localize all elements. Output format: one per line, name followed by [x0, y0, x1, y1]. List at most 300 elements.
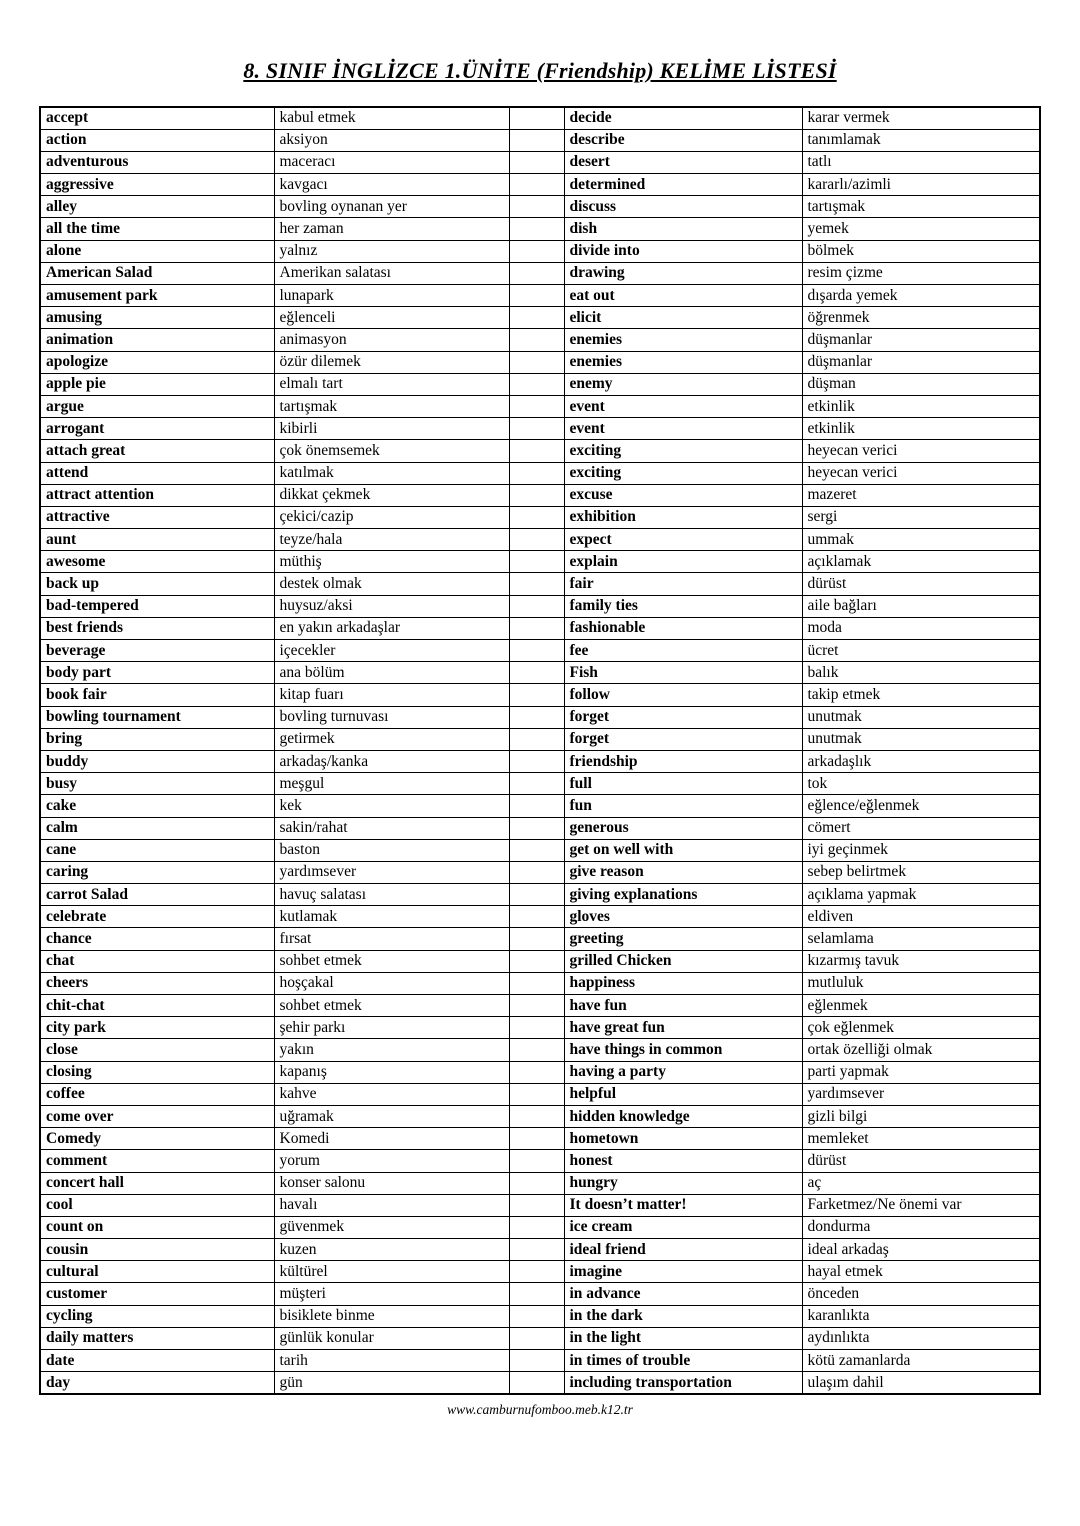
footer-url: www.camburnufomboo.meb.k12.tr	[447, 1401, 633, 1417]
vocab-table	[39, 106, 1041, 1395]
turkish-translation: sakin/rahat	[274, 817, 509, 839]
vocab-row	[40, 750, 1040, 772]
turkish-translation: eldiven	[802, 906, 1040, 928]
english-term: action	[40, 129, 274, 151]
vocab-row	[40, 995, 1040, 1017]
turkish-translation: yardımsever	[802, 1083, 1040, 1105]
english-term: argue	[40, 395, 274, 417]
turkish-translation: yalnız	[274, 240, 509, 262]
vocab-row	[40, 795, 1040, 817]
turkish-translation: etkinlik	[802, 418, 1040, 440]
gap-cell	[509, 1350, 564, 1372]
english-term: amusing	[40, 307, 274, 329]
turkish-translation: kibirli	[274, 418, 509, 440]
english-term: including transportation	[564, 1372, 802, 1394]
english-term: expect	[564, 529, 802, 551]
english-term: busy	[40, 773, 274, 795]
english-term: ice cream	[564, 1216, 802, 1238]
vocab-row	[40, 395, 1040, 417]
gap-cell	[509, 1327, 564, 1349]
english-term: give reason	[564, 861, 802, 883]
gap-cell	[509, 1039, 564, 1061]
vocab-row	[40, 1083, 1040, 1105]
vocab-row	[40, 329, 1040, 351]
english-term: helpful	[564, 1083, 802, 1105]
turkish-translation: tanımlamak	[802, 129, 1040, 151]
turkish-translation: etkinlik	[802, 395, 1040, 417]
english-term: count on	[40, 1216, 274, 1238]
turkish-translation: mazeret	[802, 484, 1040, 506]
english-term: best friends	[40, 617, 274, 639]
english-term: comment	[40, 1150, 274, 1172]
vocab-row	[40, 529, 1040, 551]
english-term: cake	[40, 795, 274, 817]
english-term: carrot Salad	[40, 884, 274, 906]
turkish-translation: dışarda yemek	[802, 285, 1040, 307]
turkish-translation: unutmak	[802, 706, 1040, 728]
turkish-translation: sohbet etmek	[274, 950, 509, 972]
vocab-row	[40, 440, 1040, 462]
turkish-translation: uğramak	[274, 1105, 509, 1127]
turkish-translation: kavgacı	[274, 174, 509, 196]
vocab-row	[40, 640, 1040, 662]
gap-cell	[509, 573, 564, 595]
turkish-translation: ana bölüm	[274, 662, 509, 684]
turkish-translation: selamlama	[802, 928, 1040, 950]
turkish-translation: aksiyon	[274, 129, 509, 151]
english-term: fashionable	[564, 617, 802, 639]
english-term: concert hall	[40, 1172, 274, 1194]
turkish-translation: takip etmek	[802, 684, 1040, 706]
gap-cell	[509, 262, 564, 284]
turkish-translation: müthiş	[274, 551, 509, 573]
turkish-translation: bölmek	[802, 240, 1040, 262]
english-term: arrogant	[40, 418, 274, 440]
english-term: fun	[564, 795, 802, 817]
english-term: drawing	[564, 262, 802, 284]
vocab-row	[40, 573, 1040, 595]
gap-cell	[509, 351, 564, 373]
gap-cell	[509, 1261, 564, 1283]
turkish-translation: içecekler	[274, 640, 509, 662]
english-term: have great fun	[564, 1017, 802, 1039]
vocab-row	[40, 1105, 1040, 1127]
gap-cell	[509, 196, 564, 218]
english-term: grilled Chicken	[564, 950, 802, 972]
turkish-translation: kabul etmek	[274, 107, 509, 129]
english-term: generous	[564, 817, 802, 839]
english-term: cousin	[40, 1239, 274, 1261]
turkish-translation: animasyon	[274, 329, 509, 351]
turkish-translation: bovling turnuvası	[274, 706, 509, 728]
vocab-row	[40, 1017, 1040, 1039]
gap-cell	[509, 773, 564, 795]
english-term: bowling tournament	[40, 706, 274, 728]
turkish-translation: kızarmış tavuk	[802, 950, 1040, 972]
turkish-translation: müşteri	[274, 1283, 509, 1305]
turkish-translation: ortak özelliği olmak	[802, 1039, 1040, 1061]
english-term: enemies	[564, 351, 802, 373]
vocab-row	[40, 706, 1040, 728]
english-term: beverage	[40, 640, 274, 662]
turkish-translation: aç	[802, 1172, 1040, 1194]
english-term: fee	[564, 640, 802, 662]
vocab-row	[40, 1283, 1040, 1305]
gap-cell	[509, 1128, 564, 1150]
english-term: adventurous	[40, 151, 274, 173]
gap-cell	[509, 484, 564, 506]
english-term: discuss	[564, 196, 802, 218]
vocab-row	[40, 418, 1040, 440]
english-term: determined	[564, 174, 802, 196]
turkish-translation: arkadaş/kanka	[274, 750, 509, 772]
english-term: day	[40, 1372, 274, 1394]
english-term: happiness	[564, 972, 802, 994]
turkish-translation: sebep belirtmek	[802, 861, 1040, 883]
english-term: chat	[40, 950, 274, 972]
vocab-row	[40, 506, 1040, 528]
english-term: attract attention	[40, 484, 274, 506]
gap-cell	[509, 506, 564, 528]
english-term: exhibition	[564, 506, 802, 528]
gap-cell	[509, 950, 564, 972]
page-title: 8. SINIF İNGLİZCE 1.ÜNİTE (Friendship) KELİME LİSTESİ	[243, 58, 837, 83]
turkish-translation: yardımsever	[274, 861, 509, 883]
gap-cell	[509, 972, 564, 994]
english-term: event	[564, 418, 802, 440]
turkish-translation: eğlenmek	[802, 995, 1040, 1017]
gap-cell	[509, 329, 564, 351]
turkish-translation: balık	[802, 662, 1040, 684]
vocab-row	[40, 196, 1040, 218]
turkish-translation: çok önemsemek	[274, 440, 509, 462]
gap-cell	[509, 307, 564, 329]
turkish-translation: güvenmek	[274, 1216, 509, 1238]
turkish-translation: çekici/cazip	[274, 506, 509, 528]
turkish-translation: hayal etmek	[802, 1261, 1040, 1283]
turkish-translation: çok eğlenmek	[802, 1017, 1040, 1039]
turkish-translation: parti yapmak	[802, 1061, 1040, 1083]
turkish-translation: tatlı	[802, 151, 1040, 173]
english-term: event	[564, 395, 802, 417]
vocab-row	[40, 861, 1040, 883]
english-term: awesome	[40, 551, 274, 573]
english-term: Fish	[564, 662, 802, 684]
english-term: have fun	[564, 995, 802, 1017]
gap-cell	[509, 1283, 564, 1305]
english-term: decide	[564, 107, 802, 129]
gap-cell	[509, 884, 564, 906]
english-term: American Salad	[40, 262, 274, 284]
turkish-translation: ideal arkadaş	[802, 1239, 1040, 1261]
english-term: giving explanations	[564, 884, 802, 906]
vocab-row	[40, 484, 1040, 506]
gap-cell	[509, 129, 564, 151]
gap-cell	[509, 373, 564, 395]
english-term: in times of trouble	[564, 1350, 802, 1372]
turkish-translation: maceracı	[274, 151, 509, 173]
vocab-row	[40, 906, 1040, 928]
gap-cell	[509, 728, 564, 750]
english-term: attend	[40, 462, 274, 484]
turkish-translation: kitap fuarı	[274, 684, 509, 706]
english-term: Comedy	[40, 1128, 274, 1150]
gap-cell	[509, 706, 564, 728]
gap-cell	[509, 906, 564, 928]
english-term: all the time	[40, 218, 274, 240]
english-term: accept	[40, 107, 274, 129]
english-term: closing	[40, 1061, 274, 1083]
english-term: chance	[40, 928, 274, 950]
gap-cell	[509, 928, 564, 950]
turkish-translation: moda	[802, 617, 1040, 639]
english-term: having a party	[564, 1061, 802, 1083]
turkish-translation: iyi geçinmek	[802, 839, 1040, 861]
vocab-row	[40, 373, 1040, 395]
english-term: cheers	[40, 972, 274, 994]
vocab-row	[40, 884, 1040, 906]
english-term: calm	[40, 817, 274, 839]
gap-cell	[509, 107, 564, 129]
vocab-row	[40, 1216, 1040, 1238]
gap-cell	[509, 995, 564, 1017]
english-term: in advance	[564, 1283, 802, 1305]
vocab-row	[40, 551, 1040, 573]
english-term: apologize	[40, 351, 274, 373]
english-term: bring	[40, 728, 274, 750]
turkish-translation: şehir parkı	[274, 1017, 509, 1039]
turkish-translation: düşmanlar	[802, 329, 1040, 351]
english-term: close	[40, 1039, 274, 1061]
turkish-translation: lunapark	[274, 285, 509, 307]
english-term: ideal friend	[564, 1239, 802, 1261]
vocab-row	[40, 617, 1040, 639]
turkish-translation: kötü zamanlarda	[802, 1350, 1040, 1372]
gap-cell	[509, 395, 564, 417]
vocab-row	[40, 307, 1040, 329]
english-term: follow	[564, 684, 802, 706]
turkish-translation: meşgul	[274, 773, 509, 795]
gap-cell	[509, 684, 564, 706]
vocab-row	[40, 928, 1040, 950]
vocab-row	[40, 1327, 1040, 1349]
turkish-translation: huysuz/aksi	[274, 595, 509, 617]
english-term: amusement park	[40, 285, 274, 307]
vocab-row	[40, 773, 1040, 795]
english-term: forget	[564, 728, 802, 750]
vocab-row	[40, 728, 1040, 750]
gap-cell	[509, 1239, 564, 1261]
vocab-row	[40, 1372, 1040, 1394]
english-term: cane	[40, 839, 274, 861]
gap-cell	[509, 1172, 564, 1194]
turkish-translation: kutlamak	[274, 906, 509, 928]
gap-cell	[509, 151, 564, 173]
gap-cell	[509, 551, 564, 573]
turkish-translation: en yakın arkadaşlar	[274, 617, 509, 639]
turkish-translation: heyecan verici	[802, 440, 1040, 462]
english-term: customer	[40, 1283, 274, 1305]
vocab-row	[40, 151, 1040, 173]
english-term: celebrate	[40, 906, 274, 928]
gap-cell	[509, 595, 564, 617]
gap-cell	[509, 418, 564, 440]
vocab-row	[40, 1305, 1040, 1327]
english-term: enemy	[564, 373, 802, 395]
gap-cell	[509, 1017, 564, 1039]
turkish-translation: düşmanlar	[802, 351, 1040, 373]
vocab-row	[40, 1061, 1040, 1083]
gap-cell	[509, 218, 564, 240]
turkish-translation: hoşçakal	[274, 972, 509, 994]
turkish-translation: yakın	[274, 1039, 509, 1061]
vocab-row	[40, 662, 1040, 684]
vocab-row	[40, 1150, 1040, 1172]
gap-cell	[509, 1150, 564, 1172]
turkish-translation: teyze/hala	[274, 529, 509, 551]
gap-cell	[509, 861, 564, 883]
vocab-row	[40, 595, 1040, 617]
gap-cell	[509, 795, 564, 817]
gap-cell	[509, 1105, 564, 1127]
turkish-translation: havuç salatası	[274, 884, 509, 906]
turkish-translation: tok	[802, 773, 1040, 795]
turkish-translation: yemek	[802, 218, 1040, 240]
vocab-row	[40, 1239, 1040, 1261]
english-term: cool	[40, 1194, 274, 1216]
english-term: caring	[40, 861, 274, 883]
turkish-translation: tartışmak	[802, 196, 1040, 218]
vocab-row	[40, 129, 1040, 151]
english-term: city park	[40, 1017, 274, 1039]
turkish-translation: eğlenceli	[274, 307, 509, 329]
turkish-translation: aile bağları	[802, 595, 1040, 617]
english-term: in the dark	[564, 1305, 802, 1327]
vocab-row	[40, 262, 1040, 284]
english-term: hometown	[564, 1128, 802, 1150]
english-term: forget	[564, 706, 802, 728]
gap-cell	[509, 174, 564, 196]
gap-cell	[509, 817, 564, 839]
vocab-row	[40, 1172, 1040, 1194]
vocab-row	[40, 107, 1040, 129]
turkish-translation: öğrenmek	[802, 307, 1040, 329]
english-term: fair	[564, 573, 802, 595]
turkish-translation: tartışmak	[274, 395, 509, 417]
vocab-row	[40, 285, 1040, 307]
turkish-translation: baston	[274, 839, 509, 861]
vocab-row	[40, 972, 1040, 994]
turkish-translation: ummak	[802, 529, 1040, 551]
turkish-translation: yorum	[274, 1150, 509, 1172]
gap-cell	[509, 285, 564, 307]
english-term: have things in common	[564, 1039, 802, 1061]
english-term: buddy	[40, 750, 274, 772]
english-term: attach great	[40, 440, 274, 462]
english-term: bad-tempered	[40, 595, 274, 617]
english-term: back up	[40, 573, 274, 595]
english-term: coffee	[40, 1083, 274, 1105]
turkish-translation: kuzen	[274, 1239, 509, 1261]
turkish-translation: havalı	[274, 1194, 509, 1216]
vocab-row	[40, 839, 1040, 861]
turkish-translation: karar vermek	[802, 107, 1040, 129]
english-term: hungry	[564, 1172, 802, 1194]
english-term: greeting	[564, 928, 802, 950]
turkish-translation: konser salonu	[274, 1172, 509, 1194]
turkish-translation: kültürel	[274, 1261, 509, 1283]
gap-cell	[509, 662, 564, 684]
english-term: imagine	[564, 1261, 802, 1283]
turkish-translation: açıklama yapmak	[802, 884, 1040, 906]
english-term: cultural	[40, 1261, 274, 1283]
turkish-translation: özür dilemek	[274, 351, 509, 373]
english-term: It doesn’t matter!	[564, 1194, 802, 1216]
gap-cell	[509, 617, 564, 639]
turkish-translation: sohbet etmek	[274, 995, 509, 1017]
turkish-translation: dikkat çekmek	[274, 484, 509, 506]
gap-cell	[509, 1216, 564, 1238]
english-term: come over	[40, 1105, 274, 1127]
turkish-translation: unutmak	[802, 728, 1040, 750]
english-term: apple pie	[40, 373, 274, 395]
english-term: body part	[40, 662, 274, 684]
turkish-translation: Amerikan salatası	[274, 262, 509, 284]
turkish-translation: gizli bilgi	[802, 1105, 1040, 1127]
english-term: honest	[564, 1150, 802, 1172]
turkish-translation: kek	[274, 795, 509, 817]
english-term: daily matters	[40, 1327, 274, 1349]
english-term: animation	[40, 329, 274, 351]
english-term: alone	[40, 240, 274, 262]
vocab-row	[40, 351, 1040, 373]
turkish-translation: dürüst	[802, 1150, 1040, 1172]
english-term: elicit	[564, 307, 802, 329]
vocab-row	[40, 1194, 1040, 1216]
turkish-translation: bovling oynanan yer	[274, 196, 509, 218]
turkish-translation: arkadaşlık	[802, 750, 1040, 772]
vocab-table-body	[40, 107, 1040, 1394]
turkish-translation: kahve	[274, 1083, 509, 1105]
english-term: hidden knowledge	[564, 1105, 802, 1127]
turkish-translation: sergi	[802, 506, 1040, 528]
gap-cell	[509, 839, 564, 861]
english-term: divide into	[564, 240, 802, 262]
turkish-translation: açıklamak	[802, 551, 1040, 573]
vocab-row	[40, 1128, 1040, 1150]
turkish-translation: kapanış	[274, 1061, 509, 1083]
turkish-translation: önceden	[802, 1283, 1040, 1305]
gap-cell	[509, 1083, 564, 1105]
english-term: excuse	[564, 484, 802, 506]
english-term: chit-chat	[40, 995, 274, 1017]
vocab-row	[40, 684, 1040, 706]
english-term: full	[564, 773, 802, 795]
english-term: eat out	[564, 285, 802, 307]
english-term: desert	[564, 151, 802, 173]
turkish-translation: dürüst	[802, 573, 1040, 595]
turkish-translation: aydınlıkta	[802, 1327, 1040, 1349]
turkish-translation: dondurma	[802, 1216, 1040, 1238]
turkish-translation: ücret	[802, 640, 1040, 662]
turkish-translation: fırsat	[274, 928, 509, 950]
gap-cell	[509, 1372, 564, 1394]
gap-cell	[509, 1061, 564, 1083]
turkish-translation: ulaşım dahil	[802, 1372, 1040, 1394]
gap-cell	[509, 750, 564, 772]
turkish-translation: bisiklete binme	[274, 1305, 509, 1327]
turkish-translation: heyecan verici	[802, 462, 1040, 484]
